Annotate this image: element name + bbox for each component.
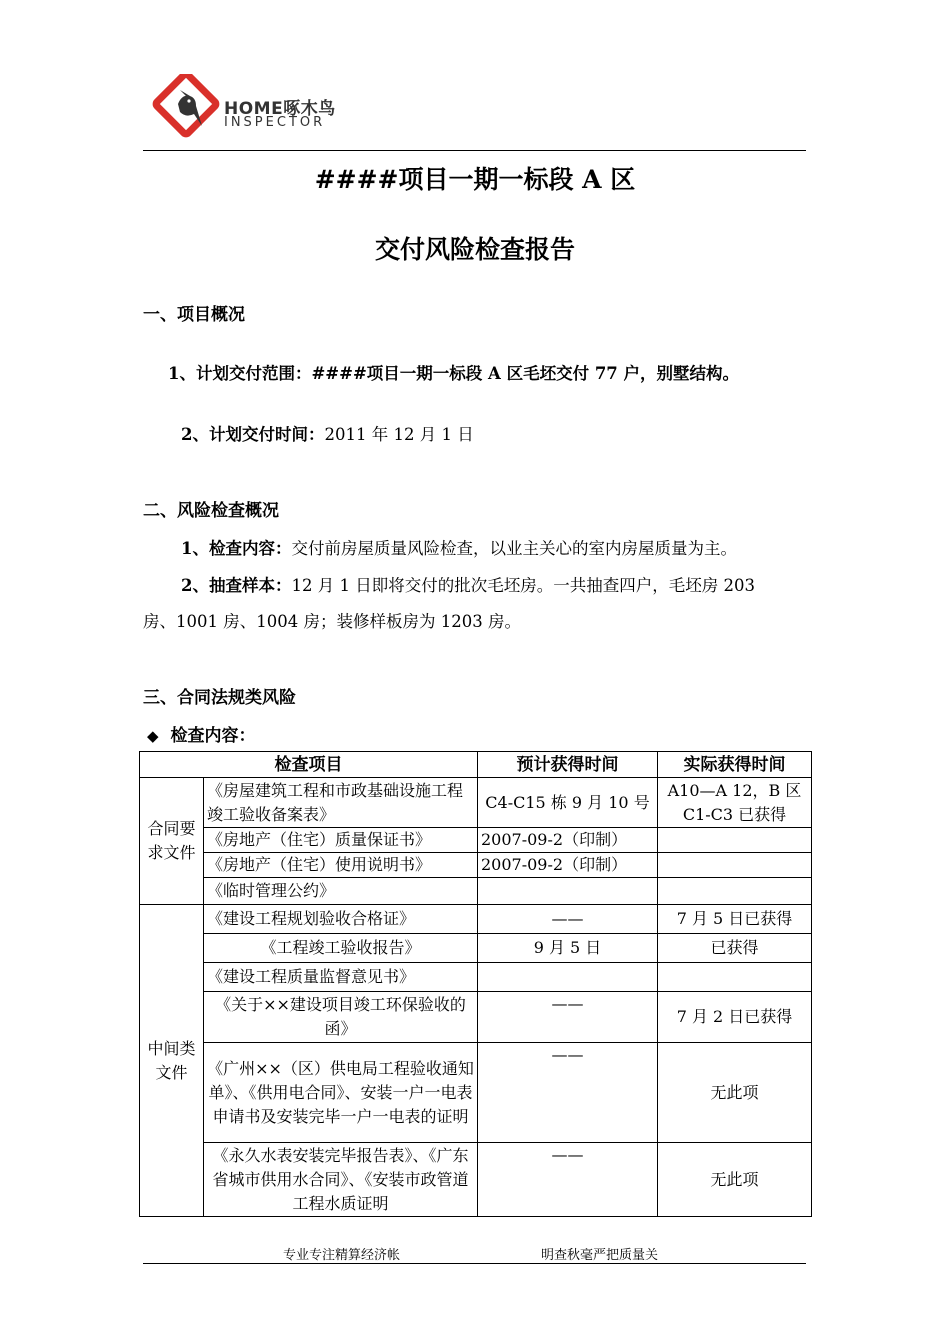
cell-expected: 2007-09-2（印制） [478,853,658,878]
cell-item: 《广州××（区）供电局工程验收通知单》、《供用电合同》、安装一户一电表申请书及安装完毕一户一电表的证明 [204,1043,478,1143]
table-row [140,778,812,828]
cell-actual: 已获得 [658,934,812,963]
diamond-bullet-icon: ◆ [147,727,159,745]
section2-item1-label: 1、检查内容： [181,539,292,558]
section2-item2-continued: 房、1001 房、1004 房；装修样板房为 1203 房。 [143,612,521,631]
report-title-project: ####项目一期一标段 A 区 [314,165,636,194]
company-logo [152,74,352,142]
cell-expected: 9 月 5 日 [478,934,658,963]
footer-divider [143,1263,806,1264]
section2-item1-text: 交付前房屋质量风险检查，以业主关心的室内房屋质量为主。 [291,539,737,558]
section2-item1 [181,535,737,559]
footer-left-slogan: 专业专注精算经济帐 [283,1248,401,1263]
cell-item: 《关于××建设项目竣工环保验收的函》 [204,992,478,1043]
header-check-item: 检查项目 [140,752,478,778]
cell-item: 《房地产（住宅）质量保证书》 [204,828,478,853]
cell-expected: —— [478,1043,658,1143]
footer-right-slogan: 明查秋毫严把质量关 [541,1248,659,1263]
header-divider [143,150,806,151]
section1-item1-label: 1、计划交付范围： [168,364,312,383]
section1-item2-text: 2011 年 12 月 1 日 [324,425,474,444]
cell-expected: —— [478,992,658,1043]
cell-actual [658,878,812,905]
cell-actual: 7 月 5 日已获得 [658,905,812,934]
cell-item: 《房地产（住宅）使用说明书》 [204,853,478,878]
table-row [140,992,812,1043]
cell-actual: 无此项 [658,1043,812,1143]
risk-check-table [139,751,812,1217]
section1-heading: 一、项目概况 [143,305,245,325]
table-row [140,1143,812,1217]
section2-item2 [181,572,755,596]
cell-actual [658,853,812,878]
cell-item: 《建设工程规划验收合格证》 [204,905,478,934]
cell-expected: —— [478,1143,658,1217]
cell-actual: 7 月 2 日已获得 [658,992,812,1043]
table-row [140,1043,812,1143]
cell-actual: A10—A 12，B 区 C1-C3 已获得 [658,778,812,828]
cell-item: 《建设工程质量监督意见书》 [204,963,478,992]
table-row [140,853,812,878]
section2-heading: 二、风险检查概况 [143,501,279,521]
cell-item: 《工程竣工验收报告》 [204,934,478,963]
cell-actual [658,963,812,992]
header-actual-time: 实际获得时间 [658,752,812,778]
cell-item: 《房屋建筑工程和市政基础设施工程竣工验收备案表》 [204,778,478,828]
woodpecker-logo-icon [152,74,222,142]
section1-item2 [181,421,474,445]
section3-bullet [147,721,256,746]
table-row [140,934,812,963]
cell-expected [478,878,658,905]
cell-expected: 2007-09-2（印制） [478,828,658,853]
group-label-contract: 合同要求文件 [140,778,204,905]
cell-expected: —— [478,905,658,934]
logo-brand-text: HOME啄木鸟 [224,99,336,119]
table-row [140,878,812,905]
section2-item2-label: 2、抽查样本： [181,576,292,595]
header-expected-time: 预计获得时间 [478,752,658,778]
section3-bullet-text: 检查内容： [170,726,256,746]
table-header-row [140,752,812,778]
cell-expected: C4-C15 栋 9 月 10 号 [478,778,658,828]
cell-item: 《临时管理公约》 [204,878,478,905]
table-row [140,963,812,992]
section1-item1 [168,360,739,384]
section1-item2-label: 2、计划交付时间： [181,425,325,444]
report-title: 交付风险检查报告 [374,235,575,264]
table-row [140,905,812,934]
logo-sub-text: INSPECTOR [224,115,326,130]
section2-item2-text: 12 月 1 日即将交付的批次毛坯房。一共抽查四户，毛坯房 203 [291,576,755,595]
table-row [140,828,812,853]
cell-expected [478,963,658,992]
section1-item1-text: ####项目一期一标段 A 区毛坯交付 77 户，别墅结构。 [311,364,740,383]
cell-actual [658,828,812,853]
cell-item: 《永久水表安装完毕报告表》、《广东省城市供用水合同》、《安装市政管道工程水质证明 [204,1143,478,1217]
group-label-intermediate: 中间类文件 [140,905,204,1217]
section3-heading: 三、合同法规类风险 [143,688,296,708]
cell-actual: 无此项 [658,1143,812,1217]
